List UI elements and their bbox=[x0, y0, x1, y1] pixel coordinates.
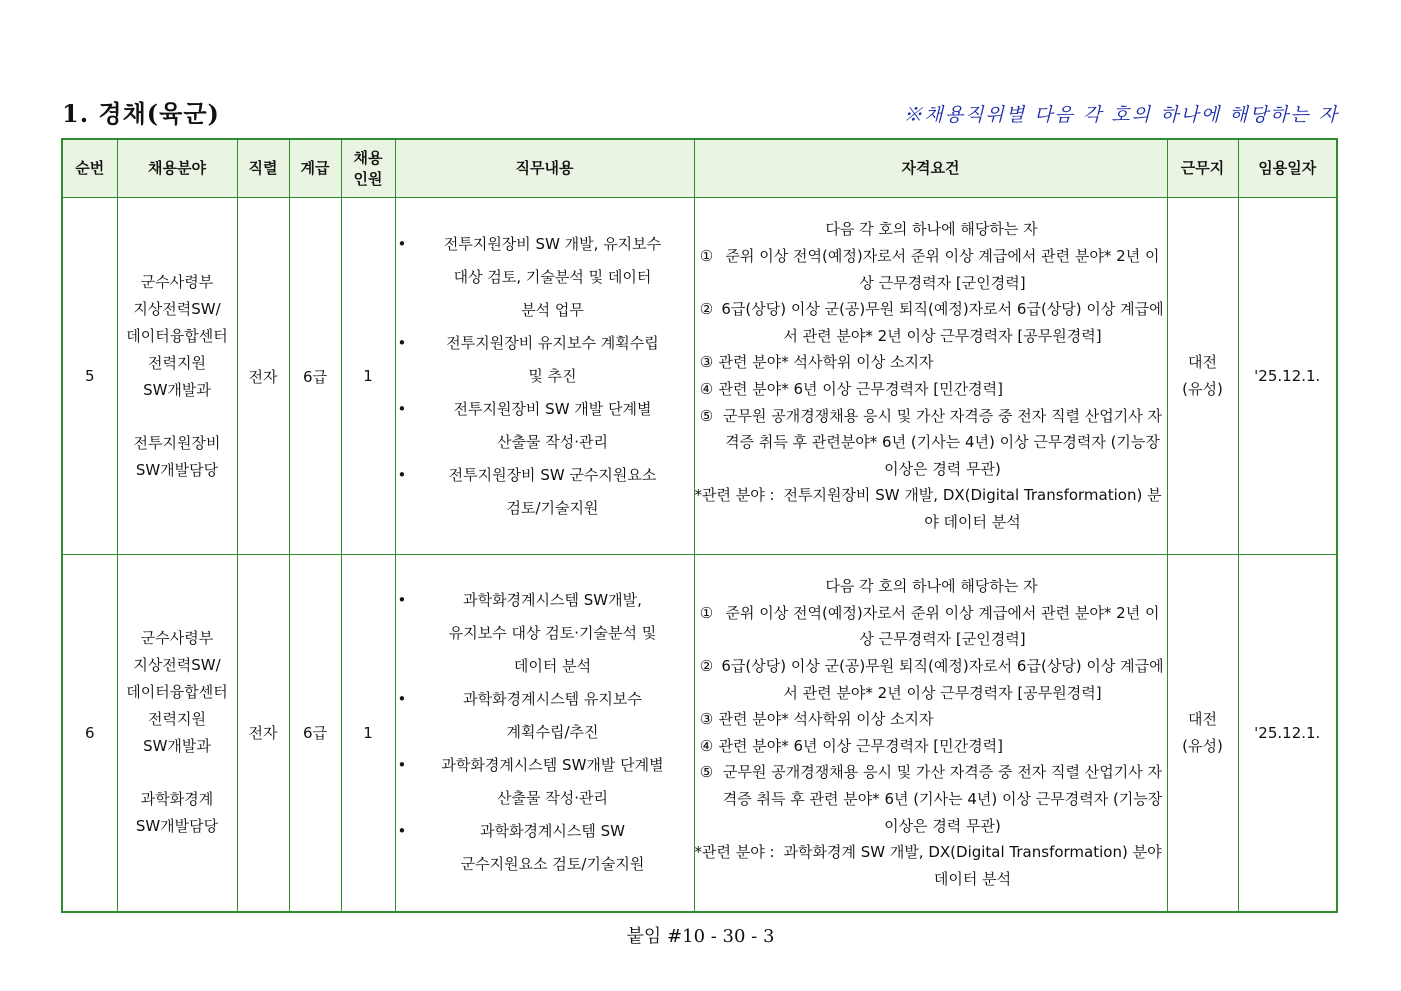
qualifications bbox=[694, 198, 1167, 555]
qual-item bbox=[695, 600, 1167, 653]
duty-item bbox=[396, 327, 694, 393]
qual-footnote bbox=[695, 839, 1167, 892]
location-line: 대전 bbox=[1188, 353, 1217, 371]
field-line: 군수사령부 bbox=[140, 629, 214, 648]
page-number: 붙임 #10 - 30 - 3 bbox=[626, 926, 775, 947]
grade: 6급 bbox=[289, 198, 341, 555]
qual-item bbox=[695, 243, 1167, 296]
field-gap bbox=[118, 404, 237, 430]
location-line: 대전 bbox=[1188, 709, 1217, 728]
qual-item-text: 관련 분야* 석사학위 이상 소지자 bbox=[718, 353, 934, 372]
qual-item bbox=[695, 376, 1167, 403]
header-location: 근무지 bbox=[1167, 139, 1238, 198]
header-grade: 계급 bbox=[289, 139, 341, 198]
qual-item-number: ③ bbox=[699, 353, 714, 372]
duty-line: 데이터 분석 bbox=[513, 657, 592, 676]
duty-line: • 전투지원장비 SW 개발, 유지보수 bbox=[443, 234, 662, 253]
duty-line: • 전투지원장비 SW 군수지원요소 bbox=[448, 465, 657, 484]
qual-item-text: 준위 이상 전역(예정)자로서 준위 이상 계급에서 관련 분야* 2년 이상 근무경력자 [군인경력] bbox=[725, 603, 1160, 649]
row-no: 6 bbox=[62, 555, 117, 912]
qual-item bbox=[695, 296, 1167, 349]
location-line: (유성) bbox=[1182, 380, 1223, 398]
qual-item-text: 관련 분야* 석사학위 이상 소지자 bbox=[718, 710, 934, 729]
duties bbox=[395, 198, 694, 555]
duty-item bbox=[396, 228, 694, 327]
field-line: SW개발담당 bbox=[135, 460, 219, 479]
header-qual: 자격요건 bbox=[694, 139, 1167, 198]
header-no: 순번 bbox=[62, 139, 117, 198]
qual-item-number: ⑤ bbox=[699, 763, 714, 782]
qual-footnote bbox=[695, 482, 1167, 535]
field-line: SW개발과 bbox=[143, 737, 211, 756]
duty-line: 분석 업무 bbox=[521, 300, 584, 319]
field-line: 데이터융합센터 bbox=[126, 683, 228, 702]
duty-item bbox=[396, 815, 694, 881]
duty-item bbox=[396, 749, 694, 815]
duties-list bbox=[396, 228, 694, 525]
footnote-label: *관련 분야 : bbox=[694, 843, 775, 862]
table-header-row bbox=[62, 139, 1337, 198]
location-line: (유성) bbox=[1182, 736, 1223, 755]
footnote-text: 과학화경계 SW 개발, DX(Digital Transformation) 분야 데이터 분석 bbox=[783, 843, 1162, 888]
header-field: 채용분야 bbox=[117, 139, 237, 198]
footnote-label: *관련 분야 : bbox=[694, 486, 775, 505]
header-duties: 직무내용 bbox=[395, 139, 694, 198]
qual-item-text: 준위 이상 전역(예정)자로서 준위 이상 계급에서 관련 분야* 2년 이상 근무경력자 [군인경력] bbox=[725, 247, 1160, 292]
qual-item bbox=[695, 349, 1167, 376]
duty-item bbox=[396, 459, 694, 525]
qual-item bbox=[695, 733, 1167, 760]
duties bbox=[395, 555, 694, 912]
section-title: 1. 경채(육군) bbox=[62, 99, 220, 128]
duty-item bbox=[396, 683, 694, 749]
qual-intro: 다음 각 호의 하나에 해당하는 자 bbox=[825, 220, 1038, 239]
qual-item-text: 군무원 공개경쟁채용 응시 및 가산 자격증 중 전자 직렬 산업기사 자격증 취득 후 관련분야* 6년 (기사는 4년) 이상 근무경력자 (기능장 이상은 경력 무관) bbox=[723, 406, 1162, 478]
qual-item bbox=[695, 403, 1167, 483]
duty-item bbox=[396, 393, 694, 459]
qual-item-number: ④ bbox=[699, 736, 714, 755]
recruit-field bbox=[117, 555, 237, 912]
field-line: 전투지원장비 bbox=[133, 433, 221, 452]
qual-item-text: 6급(상당) 이상 군(공)무원 퇴직(예정)자로서 6급(상당) 이상 계급에서 관련 분야* 2년 이상 근무경력자 [공무원경력] bbox=[721, 300, 1164, 345]
qual-item-number: ⑤ bbox=[699, 406, 714, 425]
duty-line: 산출물 작성·관리 bbox=[497, 789, 608, 808]
qual-item-text: 6급(상당) 이상 군(공)무원 퇴직(예정)자로서 6급(상당) 이상 계급에서 관련 분야* 2년 이상 근무경력자 [공무원경력] bbox=[721, 656, 1164, 702]
header-count-line2: 인원 bbox=[353, 169, 383, 188]
field-line: 군수사령부 bbox=[140, 272, 214, 291]
header-count bbox=[341, 139, 395, 198]
appointment-date: '25.12.1. bbox=[1238, 555, 1337, 912]
table-row bbox=[62, 555, 1337, 912]
duty-item bbox=[396, 584, 694, 683]
field-gap bbox=[118, 760, 237, 786]
duty-line: • 과학화경계시스템 SW개발, bbox=[463, 591, 642, 610]
row-no: 5 bbox=[62, 198, 117, 555]
field-line: 전력지원 bbox=[148, 353, 206, 372]
qual-item-number: ② bbox=[699, 300, 714, 319]
duty-line: 및 추진 bbox=[528, 366, 577, 385]
header-date: 임용일자 bbox=[1238, 139, 1337, 198]
duty-line: 군수지원요소 검토/기술지원 bbox=[460, 855, 645, 874]
hire-count: 1 bbox=[341, 198, 395, 555]
qual-item-text: 관련 분야* 6년 이상 근무경력자 [민간경력] bbox=[718, 736, 1003, 755]
table-row bbox=[62, 198, 1337, 555]
hire-count: 1 bbox=[341, 555, 395, 912]
work-location bbox=[1167, 555, 1238, 912]
field-line: 데이터융합센터 bbox=[126, 326, 228, 345]
qual-item-text: 군무원 공개경쟁채용 응시 및 가산 자격증 중 전자 직렬 산업기사 자격증 취득 후 관련 분야* 6년 (기사는 4년) 이상 근무경력자 (기능장 이상은 경력 무관) bbox=[722, 763, 1163, 835]
recruit-field bbox=[117, 198, 237, 555]
appointment-date: '25.12.1. bbox=[1238, 198, 1337, 555]
duty-line: • 전투지원장비 SW 개발 단계별 bbox=[453, 399, 652, 418]
qual-item-text: 관련 분야* 6년 이상 근무경력자 [민간경력] bbox=[718, 380, 1003, 398]
recruitment-table bbox=[61, 138, 1338, 913]
qual-item-number: ② bbox=[699, 656, 714, 675]
field-line: 전력지원 bbox=[148, 710, 206, 729]
duty-line: 대상 검토, 기술분석 및 데이터 bbox=[453, 267, 652, 286]
duty-line: • 전투지원장비 유지보수 계획수립 bbox=[446, 333, 659, 352]
qualifications bbox=[694, 555, 1167, 912]
qual-item-number: ④ bbox=[699, 380, 714, 398]
qual-item-number: ③ bbox=[699, 710, 714, 729]
duties-list bbox=[396, 584, 694, 881]
field-line: SW개발과 bbox=[143, 380, 211, 399]
duty-line: • 과학화경계시스템 유지보수 bbox=[463, 690, 642, 709]
eligibility-note: ※채용직위별 다음 각 호의 하나에 해당하는 자 bbox=[903, 104, 1339, 126]
qual-item-number: ① bbox=[699, 247, 714, 266]
field-line: 지상전력SW/ bbox=[133, 656, 221, 675]
duty-line: 계획수립/추진 bbox=[506, 723, 599, 742]
field-line: 지상전력SW/ bbox=[133, 299, 221, 318]
qual-item bbox=[695, 653, 1167, 706]
qual-item bbox=[695, 706, 1167, 733]
duty-line: 산출물 작성·관리 bbox=[497, 432, 608, 451]
header-count-line1: 채용 bbox=[353, 148, 383, 167]
qual-intro: 다음 각 호의 하나에 해당하는 자 bbox=[825, 577, 1038, 596]
qual-item bbox=[695, 759, 1167, 839]
job-series: 전자 bbox=[237, 555, 289, 912]
qual-item-number: ① bbox=[699, 603, 714, 622]
footnote-text: 전투지원장비 SW 개발, DX(Digital Transformation) 분야 데이터 분석 bbox=[783, 486, 1162, 531]
duty-line: • 과학화경계시스템 SW bbox=[479, 822, 626, 841]
field-line: SW개발담당 bbox=[135, 817, 219, 836]
job-series: 전자 bbox=[237, 198, 289, 555]
header-job: 직렬 bbox=[237, 139, 289, 198]
work-location bbox=[1167, 198, 1238, 555]
duty-line: • 과학화경계시스템 SW개발 단계별 bbox=[441, 756, 664, 775]
duty-line: 검토/기술지원 bbox=[506, 498, 599, 517]
grade: 6급 bbox=[289, 555, 341, 912]
duty-line: 유지보수 대상 검토·기술분석 및 bbox=[448, 624, 657, 643]
field-line: 과학화경계 bbox=[140, 790, 214, 809]
